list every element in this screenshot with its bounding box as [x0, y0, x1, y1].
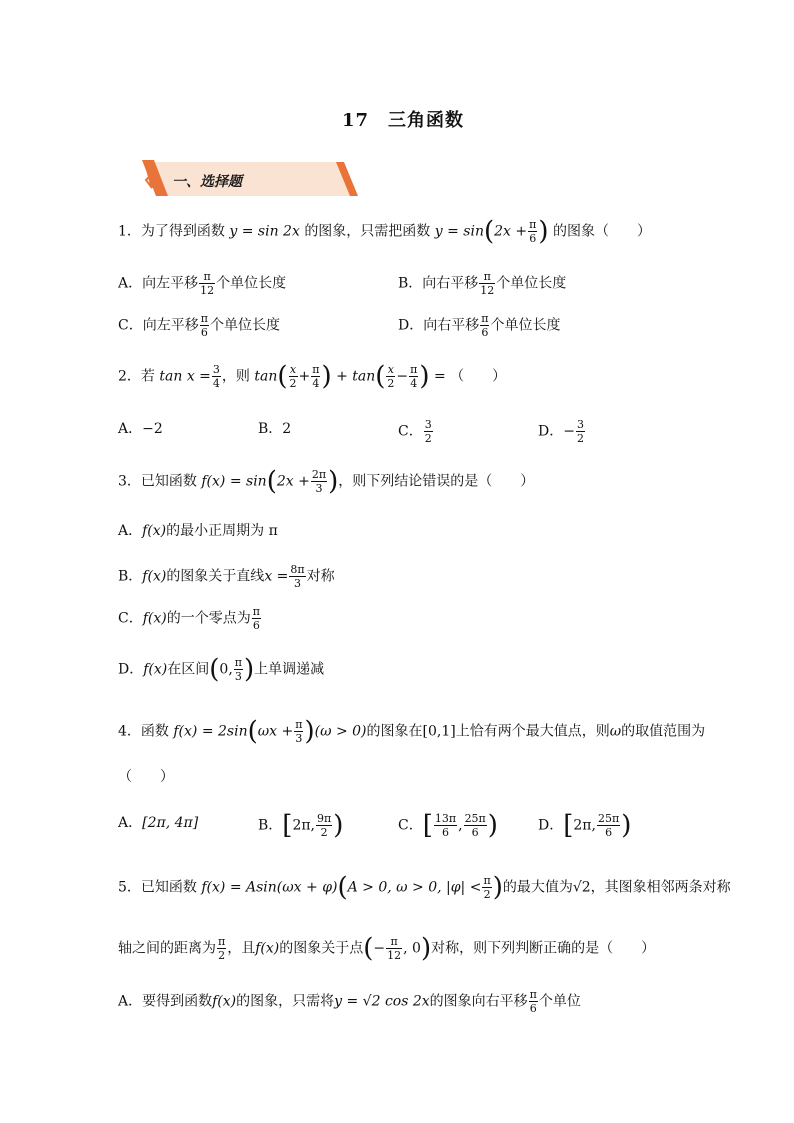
question-3-stem: 3．已知函数 f(x) = sin(2x + $\frac{2\pi}{3}$ )，则下列结论错误的是（ ）	[118, 466, 535, 497]
question-4-option-c: C．[ $\frac{13\pi}{6}$ , $\frac{25\pi}{6}$ )	[398, 810, 498, 841]
question-4-stem: 4．函数 f(x) = 2sin(ωx + $\frac{\pi}{3}$ )(ω > 0)的图象在[0,1]上恰有两个最大值点，则ω的取值范围为	[118, 716, 706, 747]
question-2-option-d: D．− $\frac{3}{2}$	[538, 418, 584, 445]
question-4-option-d: D．[2π, $\frac{25\pi}{6}$ )	[538, 810, 632, 841]
question-3-option-c: C．f(x)的一个零点为 $\frac{\pi}{6}$	[118, 605, 260, 632]
question-4-option-a: A．[2π, 4π]	[118, 815, 199, 831]
question-3-option-a: A．f(x)的最小正周期为 π	[118, 523, 278, 539]
question-5-stem: 5．已知函数 f(x) = Asin(ωx + φ)(A > 0, ω > 0, |φ| < $\frac{\pi}{2}$ )的最大值为√2，其图象相邻两条对称	[118, 872, 731, 903]
section-label: 一、选择题	[172, 174, 242, 190]
question-2-option-a: A．−2	[118, 421, 163, 437]
question-4-paren: （ ）	[118, 769, 174, 785]
question-4-option-b: B．[2π, $\frac{9\pi}{2}$ )	[258, 810, 344, 841]
question-1-option-a: A．向左平移 $\frac{\pi}{12}$ 个单位长度	[118, 270, 287, 297]
question-1-stem: 1．为了得到函数 y = sin 2x 的图象，只需把函数 y = sin(2x + $\frac{\pi}{6}$ ) 的图象（ ）	[118, 216, 651, 247]
question-1-option-b: B．向右平移 $\frac{\pi}{12}$ 个单位长度	[398, 270, 567, 297]
question-3-option-d: D．f(x)在区间(0, $\frac{\pi}{3}$ )上单调递减	[118, 654, 325, 685]
question-1-option-d: D．向右平移 $\frac{\pi}{6}$ 个单位长度	[398, 312, 561, 339]
question-5-line-2: 轴之间的距离为 $\frac{\pi}{2}$ ，且f(x)的图象关于点(− $\frac{\pi}{12}$ , 0)对称，则下列判断正确的是（ ）	[118, 933, 656, 964]
page-title: 17 三角函数	[342, 110, 465, 131]
question-2-stem: 2．若 tan x = $\frac{3}{4}$ ，则 tan( $\frac{x}{2}$ + $\frac{\pi}{4}$ ) + tan( $\frac{x}{2}$ − $\frac{\pi}{4}$ ) = （ ）	[118, 361, 507, 392]
question-2-option-c: C． $\frac{3}{2}$	[398, 418, 432, 445]
question-1-option-c: C．向左平移 $\frac{\pi}{6}$ 个单位长度	[118, 312, 280, 339]
question-5-option-a: A．要得到函数f(x)的图象，只需将y = √2 cos 2x的图象向右平移 $\frac{\pi}{6}$ 个单位	[118, 988, 581, 1015]
question-3-option-b: B．f(x)的图象关于直线x = $\frac{8\pi}{3}$ 对称	[118, 563, 335, 590]
question-2-option-b: B．2	[258, 421, 292, 437]
